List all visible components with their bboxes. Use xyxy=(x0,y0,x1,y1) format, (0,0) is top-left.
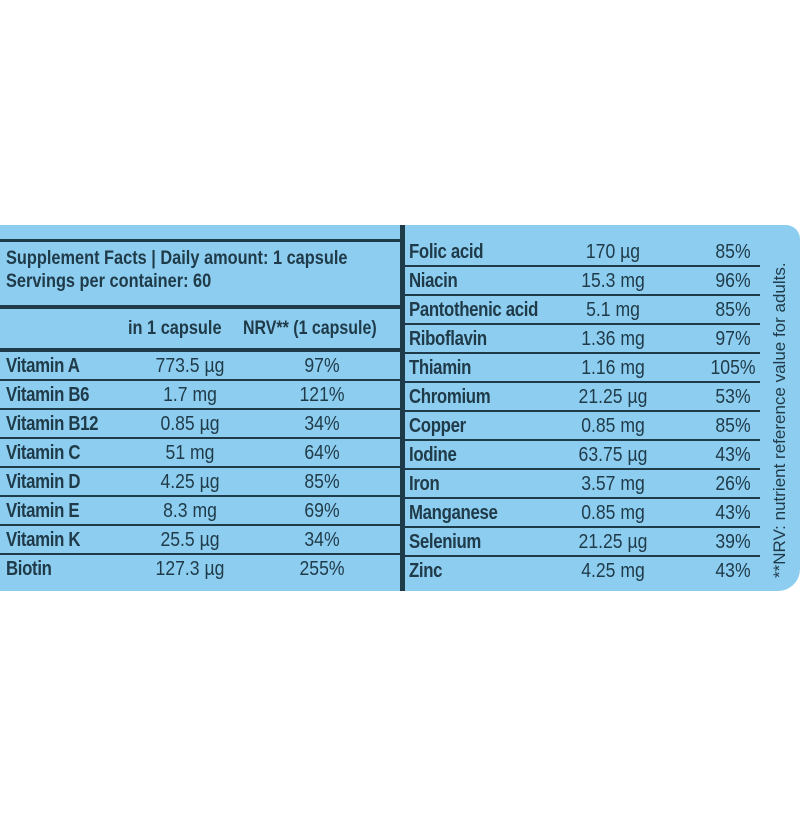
nutrient-amount: 25.5 µg xyxy=(160,529,220,551)
table-row xyxy=(405,267,760,296)
table-row xyxy=(405,325,760,354)
nutrient-name: Biotin xyxy=(6,558,52,580)
nutrient-name: Chromium xyxy=(409,386,491,408)
table-row xyxy=(0,555,400,584)
nutrient-nrv: 53% xyxy=(715,386,751,408)
nutrient-name: Vitamin A xyxy=(6,355,80,377)
nutrient-nrv: 64% xyxy=(304,442,340,464)
nutrient-amount: 21.25 µg xyxy=(578,386,648,408)
nutrient-amount: 63.75 µg xyxy=(578,444,648,466)
nutrient-name: Zinc xyxy=(409,560,443,582)
nutrient-nrv: 34% xyxy=(304,413,340,435)
nutrient-amount: 127.3 µg xyxy=(155,558,225,580)
nutrient-nrv: 97% xyxy=(715,328,751,350)
nutrient-nrv: 85% xyxy=(715,241,751,263)
nutrient-name: Vitamin K xyxy=(6,529,81,551)
table-row xyxy=(405,528,760,557)
nutrient-nrv: 96% xyxy=(715,270,751,292)
nutrient-name: Niacin xyxy=(409,270,458,292)
nutrient-nrv: 43% xyxy=(715,444,751,466)
nutrient-nrv: 105% xyxy=(710,357,756,379)
nutrient-amount: 1.7 mg xyxy=(163,384,217,406)
nutrient-name: Vitamin B12 xyxy=(6,413,99,435)
nutrient-nrv: 34% xyxy=(304,529,340,551)
table-row xyxy=(0,439,400,468)
nutrient-nrv: 97% xyxy=(304,355,340,377)
nutrient-name: Vitamin D xyxy=(6,471,81,493)
table-row xyxy=(405,557,760,586)
nutrient-amount: 5.1 mg xyxy=(586,299,640,321)
table-row xyxy=(0,381,400,410)
table-row xyxy=(405,238,760,267)
table-row xyxy=(0,468,400,497)
nutrient-amount: 170 µg xyxy=(585,241,641,263)
nutrient-amount: 51 mg xyxy=(165,442,215,464)
nutrient-name: Thiamin xyxy=(409,357,472,379)
nutrient-name: Iron xyxy=(409,473,440,495)
nutrient-name: Iodine xyxy=(409,444,457,466)
nutrient-nrv: 43% xyxy=(715,560,751,582)
header-line-servings: Servings per container: 60 xyxy=(6,271,212,292)
rule-below-header xyxy=(0,305,400,309)
table-row xyxy=(0,410,400,439)
rule-top-left xyxy=(0,239,400,242)
nutrient-name: Pantothenic acid xyxy=(409,299,539,321)
nutrient-amount: 1.16 mg xyxy=(581,357,645,379)
nutrient-name: Selenium xyxy=(409,531,482,553)
table-row xyxy=(405,354,760,383)
nutrient-nrv: 85% xyxy=(715,299,751,321)
table-row xyxy=(405,296,760,325)
nutrient-nrv: 39% xyxy=(715,531,751,553)
nutrient-name: Vitamin C xyxy=(6,442,81,464)
table-row xyxy=(0,352,400,381)
nutrient-amount: 21.25 µg xyxy=(578,531,648,553)
header-line-daily-amount: Supplement Facts | Daily amount: 1 capsule xyxy=(6,248,348,269)
table-row xyxy=(405,441,760,470)
nutrient-nrv: 121% xyxy=(299,384,345,406)
nutrient-amount: 3.57 mg xyxy=(581,473,645,495)
nutrient-amount: 15.3 mg xyxy=(581,270,645,292)
supplement-facts-header xyxy=(6,247,348,293)
nutrient-nrv: 26% xyxy=(715,473,751,495)
nutrient-amount: 0.85 mg xyxy=(581,415,645,437)
column-heading-amount: in 1 capsule xyxy=(128,318,222,339)
nutrient-name: Riboflavin xyxy=(409,328,487,350)
nutrient-nrv: 85% xyxy=(715,415,751,437)
nutrient-amount: 4.25 µg xyxy=(160,471,220,493)
table-row xyxy=(0,497,400,526)
column-heading-nrv: NRV** (1 capsule) xyxy=(243,318,377,339)
nutrient-amount: 0.85 mg xyxy=(581,502,645,524)
nutrient-nrv: 255% xyxy=(299,558,345,580)
nutrient-name: Folic acid xyxy=(409,241,484,263)
table-row xyxy=(405,412,760,441)
nutrient-amount: 773.5 µg xyxy=(155,355,225,377)
nutrient-nrv: 43% xyxy=(715,502,751,524)
table-row xyxy=(0,526,400,555)
table-row xyxy=(405,470,760,499)
nutrient-name: Vitamin B6 xyxy=(6,384,90,406)
nutrient-name: Vitamin E xyxy=(6,500,80,522)
nutrient-amount: 4.25 mg xyxy=(581,560,645,582)
nutrient-amount: 0.85 µg xyxy=(160,413,220,435)
nrv-footnote: **NRV: nutrient reference value for adults. xyxy=(770,262,789,578)
table-row xyxy=(405,383,760,412)
table-row xyxy=(405,499,760,528)
nutrient-nrv: 85% xyxy=(304,471,340,493)
nutrient-nrv: 69% xyxy=(304,500,340,522)
nutrient-name: Copper xyxy=(409,415,466,437)
nutrient-amount: 1.36 mg xyxy=(581,328,645,350)
nutrient-amount: 8.3 mg xyxy=(163,500,217,522)
nutrient-name: Manganese xyxy=(409,502,498,524)
